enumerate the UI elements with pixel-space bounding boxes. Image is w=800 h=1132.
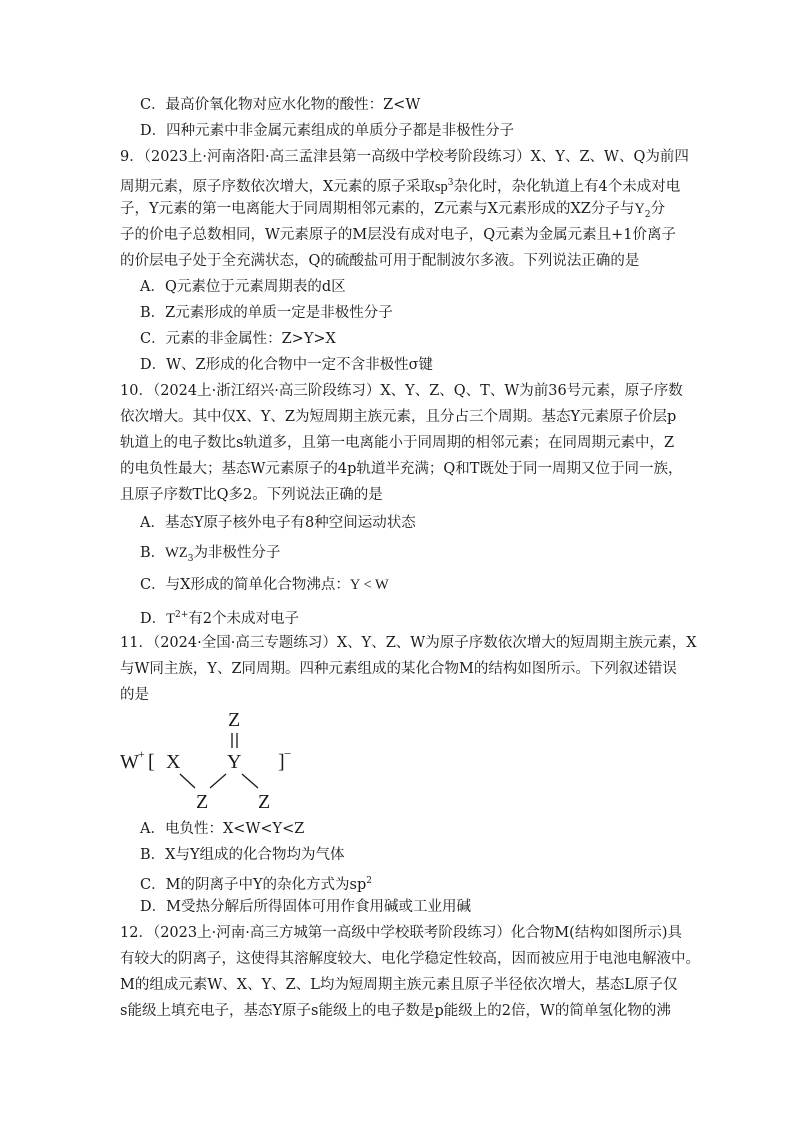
q9-sp-sup: 3	[447, 178, 454, 188]
q9-line-3	[120, 198, 665, 226]
q10-option-a: A．基态Y原子核外电子有8种空间运动状态	[140, 515, 416, 531]
q10-option-c-text: C．与X形成的简单化合物沸点：	[140, 577, 350, 593]
structure-cation-w: W	[120, 751, 139, 773]
q11-line-1: 11．（2024·全国·高三专题练习）X、Y、Z、W为原子序数依次增大的短周期主族元素，X	[120, 635, 697, 651]
q10-option-b-prefix: B．	[140, 545, 166, 561]
q9-line-3b: 分	[650, 201, 666, 217]
structure-y: Y	[227, 751, 242, 773]
q9-line-4: 子的价电子总数相同，W元素原子的M层没有成对电子，Q元素为金属元素且+1价离子	[120, 227, 677, 243]
q11-option-a: A．电负性：X<W<Y<Z	[140, 821, 305, 837]
q11-option-c	[140, 870, 372, 896]
q9-option-a: A．Q元素位于元素周期表的d区	[140, 279, 346, 295]
q11-option-b: B．X与Y组成的化合物均为气体	[140, 847, 345, 863]
q9-line-2a: 周期元素，原子序数依次增大，X元素的原子采取	[120, 178, 435, 195]
q10-option-d-formula: T	[166, 610, 175, 627]
q10-option-d-sup: 2+	[175, 610, 189, 620]
q12-line-2: 有较大的阴离子，这使得其溶解度较大、电化学稳定性较高，因而被应用于电池电解液中。	[120, 951, 700, 967]
q9-line-2	[120, 172, 680, 198]
q10-option-d-prefix: D．	[140, 610, 167, 627]
q10-option-d	[140, 604, 299, 630]
q11-option-c-text: C．M的阴离子中Y的杂化方式为sp	[140, 876, 367, 893]
q10-line-5: 且原子序数T比Q多2。下列说法正确的是	[120, 487, 383, 503]
q9-sp: sp	[434, 178, 448, 195]
q10-option-d-suffix: 有2个未成对电子	[188, 610, 300, 627]
structure-bottom-left-z: Z	[196, 791, 209, 813]
bond-y-z-left	[210, 774, 226, 788]
q11-option-d: D．M受热分解后所得固体可用作食用碱或工业用碱	[140, 899, 471, 915]
q11-line-3: 的是	[120, 687, 149, 703]
q10-option-b	[140, 542, 280, 570]
structure-close-bracket: ]	[278, 751, 285, 773]
structure-x: X	[166, 751, 181, 773]
q9-option-c: C．元素的非金属性：Z>Y>X	[140, 331, 336, 347]
structure-open-bracket: [	[148, 751, 155, 773]
q12-line-3: M的组成元素W、X、Y、Z、L均为短周期主族元素且原子半径依次增大，基态L原子仅	[120, 977, 678, 993]
structure-top-z: Z	[228, 709, 241, 731]
q9-option-b: B．Z元素形成的单质一定是非极性分子	[140, 305, 393, 321]
q10-line-4: 的电负性最大；基态W元素原子的4p轨道半充满；Q和T既处于同一周期又位于同一族，	[120, 461, 683, 477]
structure-anion-charge: −	[284, 746, 292, 761]
q8-option-c: C．最高价氧化物对应水化物的酸性：Z<W	[140, 97, 421, 113]
bond-y-z-right	[242, 774, 258, 788]
q10-line-1: 10．（2024上·浙江绍兴·高三阶段练习）X、Y、Z、Q、T、W为前36号元素，原子序数	[120, 383, 683, 399]
q12-line-4: s能级上填充电子，基态Y原子s能级上的电子数是p能级上的2倍，W的简单氢化物的沸	[120, 1003, 671, 1019]
q9-line-5: 的价层电子处于全充满状态，Q的硫酸盐可用于配制波尔多液。下列说法正确的是	[120, 253, 640, 269]
bond-x-z	[180, 774, 195, 788]
q9-option-d: D．W、Z形成的化合物中一定不含非极性σ键	[140, 357, 434, 373]
q12-line-1: 12．（2023上·河南·高三方城第一高级中学校联考阶段练习）化合物M(结构如图所示)具	[120, 925, 682, 941]
structure-bottom-right-z: Z	[258, 791, 271, 813]
q9-line-1: 9．（2023上·河南洛阳·高三孟津县第一高级中学校考阶段练习）X、Y、Z、W、Q为前四	[120, 149, 689, 165]
q8-option-d: D．四种元素中非金属元素组成的单质分子都是非极性分子	[140, 123, 515, 139]
q10-option-c-formula: Y < W	[349, 577, 389, 593]
compound-m-structure	[118, 706, 318, 816]
structure-cation-charge: +	[138, 747, 145, 761]
q9-y2-sub: 2	[644, 209, 651, 220]
q9-y2: Y	[634, 201, 645, 217]
q10-line-3: 轨道上的电子数比s轨道多，且第一电离能小于同周期的相邻元素；在同周期元素中，Z	[120, 435, 675, 451]
q10-option-b-suffix: 为非极性分子	[193, 545, 281, 561]
q11-line-2: 与W同主族，Y、Z同周期。四种元素组成的某化合物M的结构如图所示。下列叙述错误	[120, 661, 677, 677]
q11-option-c-sup: 2	[366, 876, 372, 886]
q10-option-b-formula: WZ	[165, 545, 188, 561]
q10-line-2: 依次增大。其中仅X、Y、Z为短周期主族元素，且分占三个周期。基态Y元素原子价层p	[120, 409, 677, 425]
q9-line-2b: 杂化时，杂化轨道上有4个未成对电	[453, 178, 681, 195]
q10-option-b-sub: 3	[187, 553, 194, 564]
q10-option-c	[140, 574, 389, 596]
q9-line-3a: 子，Y元素的第一电离能大于同周期相邻元素的，Z元素与X元素形成的XZ分子与	[120, 201, 635, 217]
